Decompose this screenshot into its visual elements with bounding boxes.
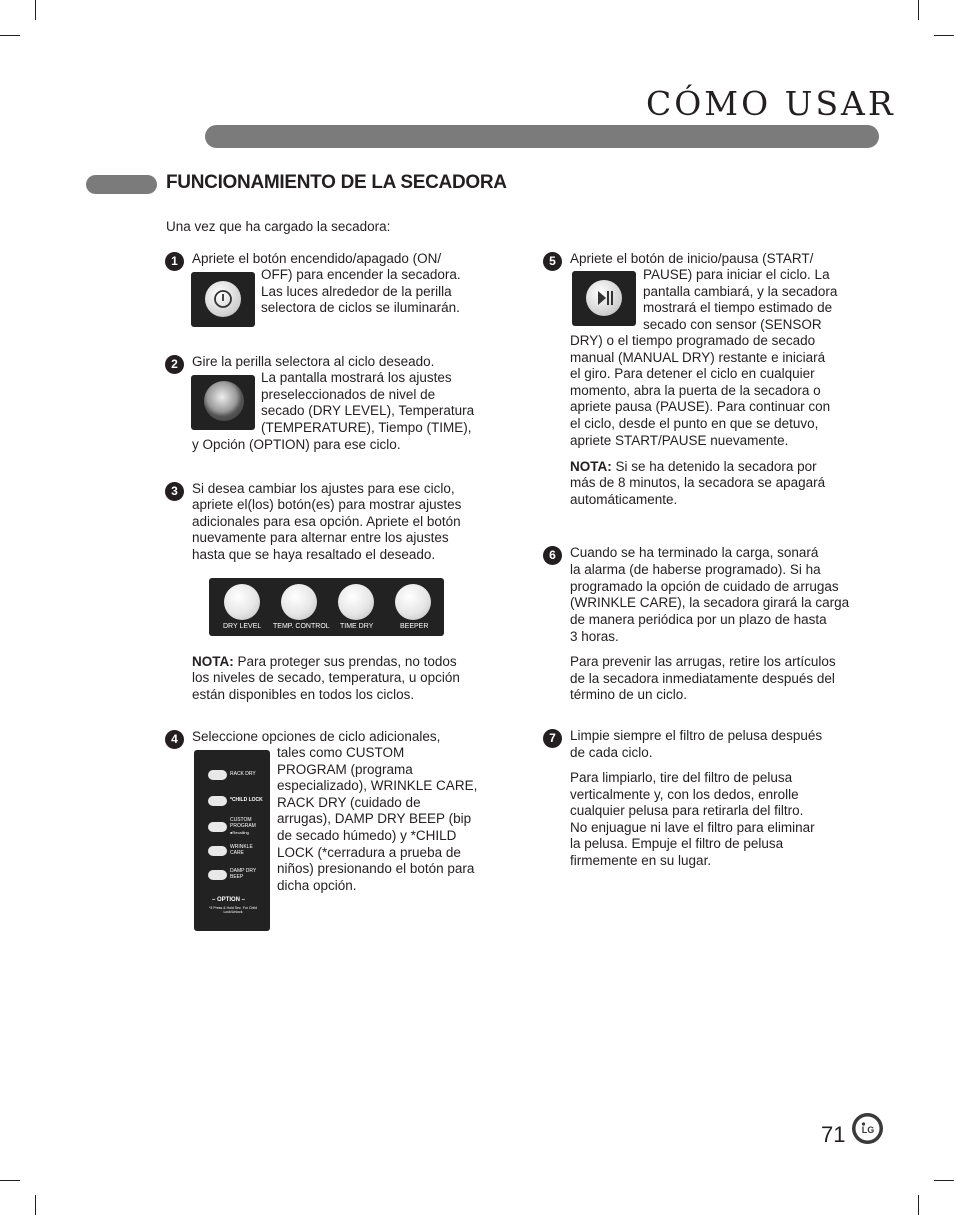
crop-mark	[35, 0, 36, 20]
custom-program-sub: ●Recalling	[230, 830, 249, 835]
step-text: de manera periódica por un plazo de hasta	[570, 612, 827, 627]
step-text: La pantalla mostrará los ajustes	[261, 370, 452, 385]
step-text: de secado húmedo) y *CHILD	[277, 828, 457, 843]
step-number: 5	[543, 252, 562, 271]
crop-mark	[918, 0, 919, 20]
custom-program-label: CUSTOM PROGRAM	[230, 817, 256, 829]
step-text: 3 horas.	[570, 629, 619, 644]
step-number: 2	[165, 355, 184, 374]
note-text: están disponibles en todos los ciclos.	[192, 687, 415, 702]
step-text: RACK DRY (cuidado de	[277, 795, 421, 810]
wrinkle-care-button	[208, 846, 227, 856]
step-text: niños) presionando el botón para	[277, 861, 475, 876]
step-text: arrugas), DAMP DRY BEEP (bip	[277, 811, 472, 826]
beeper-label: BEEPER	[400, 623, 429, 630]
step-text: el giro. Para detener el ciclo en cualquier	[570, 366, 815, 381]
lg-logo	[852, 1113, 883, 1144]
step-text: secado (DRY LEVEL), Temperatura	[261, 403, 475, 418]
step-text: LOCK (*cerradura a prueba de	[277, 845, 461, 860]
child-lock-button	[208, 796, 227, 806]
intro-text: Una vez que ha cargado la secadora:	[166, 219, 391, 234]
step-text: apriete START/PAUSE nuevamente.	[570, 433, 789, 448]
step-text: pantalla cambiará, y la secadora	[643, 284, 838, 299]
note-text	[570, 459, 817, 476]
crop-mark	[918, 1195, 919, 1215]
damp-dry-beep-button	[208, 870, 227, 880]
step-number: 3	[165, 482, 184, 501]
step-text: firmemente en su lugar.	[570, 853, 712, 868]
play-pause-icon	[586, 280, 622, 316]
step-text: manual (MANUAL DRY) restante e iniciará	[570, 350, 826, 365]
crop-mark	[0, 35, 20, 36]
step-text: secado con sensor (SENSOR	[643, 317, 822, 332]
step-text: adicionales para esa opción. Apriete el botón	[192, 514, 461, 529]
option-footer: – OPTION –	[212, 897, 246, 903]
step-text: (TEMPERATURE), Tiempo (TIME),	[261, 420, 472, 435]
step-text: PROGRAM (programa	[277, 762, 413, 777]
section-pill	[86, 175, 157, 194]
temp-control-label: TEMP. CONTROL	[273, 623, 330, 630]
step-text: Para prevenir las arrugas, retire los artículos	[570, 654, 836, 669]
power-button-photo	[191, 272, 255, 327]
step-text: verticalmente y, con los dedos, enrolle	[570, 787, 799, 802]
step-number: 1	[165, 252, 184, 271]
time-dry-button	[338, 584, 374, 620]
section-heading: FUNCIONAMIENTO DE LA SECADORA	[166, 172, 507, 193]
dry-level-button	[224, 584, 260, 620]
step-text: tales como CUSTOM	[277, 745, 405, 760]
step-text: Limpie siempre el filtro de pelusa después	[570, 728, 823, 743]
step-text: programado la opción de cuidado de arrugas	[570, 579, 839, 594]
page-title: CÓMO USAR	[646, 84, 896, 123]
damp-dry-beep-label: DAMP DRY BEEP	[230, 868, 257, 880]
step-text: cualquier pelusa para retirarla del filtro.	[570, 803, 804, 818]
step-text: Para limpiarlo, tire del filtro de pelusa	[570, 770, 793, 785]
power-icon	[205, 281, 241, 317]
step-text: Apriete el botón encendido/apagado (ON/	[192, 251, 442, 266]
knob-icon	[204, 381, 244, 421]
note-body: Para proteger sus prendas, no todos	[233, 654, 457, 669]
step-text: Apriete el botón de inicio/pausa (START/	[570, 251, 814, 266]
custom-program-button	[208, 822, 227, 832]
step-text: hasta que se haya resaltado el deseado.	[192, 547, 436, 562]
option-footer-sub: *3 Press & Hold Sec. For Child Lock/Unlock	[209, 906, 257, 914]
step-text: mostrará el tiempo estimado de	[643, 300, 833, 315]
step-text: apriete pausa (PAUSE). Para continuar con	[570, 399, 831, 414]
step-number: 6	[543, 546, 562, 565]
step-text: Cuando se ha terminado la carga, sonará	[570, 545, 819, 560]
step-number: 7	[543, 729, 562, 748]
step-text: el ciclo, desde el punto en que se detuvo,	[570, 416, 819, 431]
step-text: Seleccione opciones de ciclo adicionales,	[192, 729, 441, 744]
step-text: OFF) para encender la secadora.	[261, 267, 461, 282]
note-text: más de 8 minutos, la secadora se apagará	[570, 475, 826, 490]
note-text	[192, 654, 457, 671]
rack-dry-button	[208, 770, 227, 780]
step-number: 4	[165, 730, 184, 749]
step-text: momento, abra la puerta de la secadora o	[570, 383, 821, 398]
step-text: la alarma (de haberse programado). Si ha	[570, 562, 821, 577]
step-text: y Opción (OPTION) para ese ciclo.	[192, 437, 401, 452]
step-text: término de un ciclo.	[570, 687, 688, 702]
beeper-button	[395, 584, 431, 620]
step-text: Si desea cambiar los ajustes para ese ciclo,	[192, 481, 455, 496]
step-text: de cada ciclo.	[570, 745, 653, 760]
rack-dry-label: RACK DRY	[230, 771, 256, 777]
step-text: dicha opción.	[277, 878, 357, 893]
step-text: nuevamente para alternar entre los ajustes	[192, 530, 449, 545]
crop-mark	[0, 1180, 20, 1181]
temp-control-button	[281, 584, 317, 620]
crop-mark	[934, 1180, 954, 1181]
child-lock-label: *CHILD LOCK	[230, 797, 263, 803]
step-text: Gire la perilla selectora al ciclo deseado.	[192, 354, 435, 369]
note-body: Si se ha detenido la secadora por	[611, 459, 817, 474]
step-text: Las luces alrededor de la perilla	[261, 284, 452, 299]
step-text: preseleccionados de nivel de	[261, 387, 436, 402]
wrinkle-care-label: WRINKLE CARE	[230, 844, 253, 856]
note-text: automáticamente.	[570, 492, 678, 507]
control-panel-photo	[209, 578, 444, 636]
crop-mark	[934, 35, 954, 36]
step-text: DRY) o el tiempo programado de secado	[570, 333, 816, 348]
note-label: NOTA:	[192, 654, 234, 669]
title-bar	[205, 125, 879, 148]
crop-mark	[35, 1195, 36, 1215]
step-text: la pelusa. Empuje el filtro de pelusa	[570, 836, 784, 851]
step-text: PAUSE) para iniciar el ciclo. La	[643, 267, 830, 282]
step-text: (WRINKLE CARE), la secadora girará la carga	[570, 595, 850, 610]
step-text: apriete el(los) botón(es) para mostrar ajustes	[192, 497, 462, 512]
start-pause-photo	[572, 271, 636, 326]
step-text: especializado), WRINKLE CARE,	[277, 778, 478, 793]
time-dry-label: TIME DRY	[340, 623, 374, 630]
step-text: No enjuague ni lave el filtro para eliminar	[570, 820, 815, 835]
note-text: los niveles de secado, temperatura, u opción	[192, 670, 460, 685]
page-number: 71	[821, 1122, 846, 1147]
step-text: de la secadora inmediatamente después del	[570, 671, 835, 686]
cycle-knob-photo	[191, 375, 255, 430]
note-label: NOTA:	[570, 459, 612, 474]
step-text: selectora de ciclos se iluminarán.	[261, 300, 460, 315]
svg-text:LG: LG	[861, 1125, 875, 1135]
option-panel-photo	[194, 750, 270, 931]
dry-level-label: DRY LEVEL	[223, 623, 262, 630]
